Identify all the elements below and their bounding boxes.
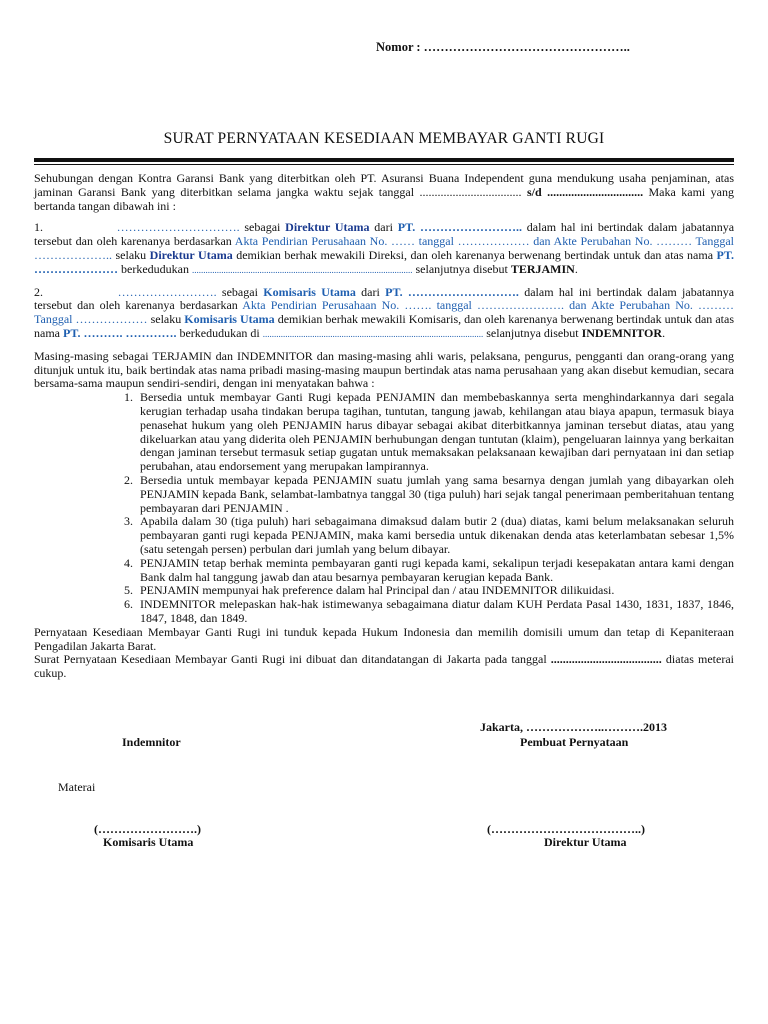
party-1-selaku: selaku — [112, 247, 150, 262]
party-1-number: 1. — [34, 220, 43, 235]
party-2-end: . — [662, 325, 666, 340]
closing-paragraph-2 — [34, 653, 734, 681]
party-1-name-dots: …………………………. — [116, 220, 240, 235]
right-signer-title: Pembuat Pernyataan — [520, 735, 629, 749]
document-title: SURAT PERNYATAAN KESEDIAAN MEMBAYAR GANTI RUGI — [163, 130, 605, 147]
party-2-paragraph — [34, 286, 734, 342]
statement-intro: Masing-masing sebagai TERJAMIN dan INDEMNITOR dan masing-masing ahli waris, pelaksana, pengurus, pengganti dan orang-orang yang ditunjuk untuk itu, baik bertindak atas nama pribadi masing-masing maupun bertindak atas nama perusahaan yang akan disebut kemudian, secara bersama-sama maupun sendiri-sendiri, dengan ini menyatakan bahwa : — [34, 348, 734, 391]
intro-tail: Maka kami yang bertanda tangan dibawah ini : — [34, 184, 735, 213]
document-body — [34, 172, 734, 681]
party-2-text1: dalam hal ini bertindak dalam jabatannya tersebut dan oleh karenanya berdasarkan — [34, 284, 735, 313]
party-1-sebagai: sebagai — [239, 220, 286, 235]
party-2-berkedudukan: berkedudukan di — [176, 325, 263, 340]
party-1-role2: Direktur Utama — [149, 247, 233, 262]
party-2-number: 2. — [34, 284, 43, 299]
clause-item: 3. Apabila dalam 30 (tiga puluh) hari sebagaimana dimaksud dalam butir 2 (dua) diatas, kami belum melaksanakan seluruh pembayaran ganti rugi kepada PENJAMIN, maka kami bersedia untuk dikenakan denda atas keterlambatan sebesar 1,5% (satu setengah persen) perbulan dari jumlah yang belum dibayar. — [136, 515, 734, 556]
party-2-text2: demikian berhak mewakili Komisaris, dan oleh karenanya berwenang bertindak untuk dan atas nama — [34, 312, 735, 340]
party-1-berkedudukan: berkedudukan — [118, 261, 192, 276]
document-number: Nomor : ………………………………………….. — [376, 40, 630, 54]
clause-item: 1. Bersedia untuk membayar Ganti Rugi kepada PENJAMIN dan membebaskannya serta menghindarkannya dari segala kerugian terhadap usaha tindakan berupa tagihan, tuntutan, tangung jawab, kehilangan atau biaya apapun, termasuk biaya penasehat hukum yang oleh PENJAMIN harus dibayar sebagai akibat diterbitkannya jaminan tersebut diatas, atau yang dikeluarkan atau yang diderita oleh PENJAMIN berhubungan dengan tuntutan (klaim), pengeluaran lainnya yang berkaitan dengan jaminan tersebut termasuk setiap gugatan untuk memaksakan pelaksanaan kewajiban dari pernyataan ini dan setiap perubahan, atau endorsement yang merupakan lampirannya. — [136, 391, 734, 474]
party-1-end: . — [574, 261, 578, 276]
party-1-company2: PT. ………………… — [34, 247, 734, 276]
party-1-dari: dari — [369, 220, 398, 235]
party-1-address-dots: .................................................................................................. — [191, 264, 413, 275]
left-signer-name: (…………………….) — [94, 822, 201, 836]
closing-2-dots: ..................................... — [550, 652, 662, 667]
party-2-alias: INDEMNITOR — [581, 325, 663, 340]
right-signer-name: (………………………………..) — [487, 822, 645, 836]
party-1-text1: dalam hal ini bertindak dalam jabatannya tersebut dan oleh karenanya berdasarkan — [34, 220, 735, 249]
materai-label: Materai — [58, 780, 96, 794]
party-2-sebagai: sebagai — [216, 284, 264, 299]
left-signer-title: Indemnitor — [122, 735, 181, 749]
party-2-name-dots: ……………………. — [117, 284, 217, 299]
clause-item: 6. INDEMNITOR melepaskan hak-hak istimewanya sebagaimana diatur dalam KUH Perdata Pasal 1430, 1831, 1837, 1846, 1847, 1848, dan 1849. — [136, 598, 734, 626]
intro-sd: s/d — [526, 184, 542, 199]
party-2-selanjutnya: selanjutnya disebut — [483, 325, 582, 340]
party-2-dari: dari — [355, 284, 386, 299]
clause-list — [34, 391, 734, 626]
intro-paragraph — [34, 172, 734, 213]
party-2-address-dots: .................................................................................................. — [262, 328, 484, 339]
title-rule-thick — [34, 158, 734, 162]
party-2-selaku: selaku — [147, 312, 185, 327]
clause-item: 2. Bersedia untuk membayar kepada PENJAMIN suatu jumlah yang sama besarnya dengan jumlah yang dibayarkan oleh PENJAMIN kepada Bank, selambat-lambatnya tanggal 30 (tiga puluh) hari sejak tangal penerimaan pemberitahuan tentang pembayaran dari PENJAMIN . — [136, 474, 734, 515]
party-1-alias: TERJAMIN — [510, 261, 575, 276]
party-2-role: Komisaris Utama — [263, 284, 356, 299]
clause-item: 4. PENJAMIN tetap berhak meminta pembayaran ganti rugi kepada kami, sekalipun terjadi kesepakatan antara kami dengan Bank dalm hal tanggung jawab dan atau besarnya pembayaran kerugian kepada Bank. — [136, 557, 734, 585]
clause-item: 5. PENJAMIN mempunyai hak preference dalam hal Principal dan / atau INDEMNITOR dilikuidasi. — [136, 584, 734, 598]
party-2-akta: Akta Pendirian Perusahaan No. ……. tanggal …………………. dan Akte Perubahan No. ……… Tanggal ……………… — [34, 298, 734, 327]
closing-2-text: Surat Pernyataan Kesediaan Membayar Ganti Rugi ini dibuat dan ditandatangan di Jakarta pada tanggal — [34, 652, 551, 667]
party-1-akta: Akta Pendirian Perusahaan No. …… tanggal ……………… dan Akte Perubahan No. ……… Tanggal ……………….. — [34, 234, 735, 262]
party-1-selanjutnya: selanjutnya disebut — [412, 261, 511, 276]
party-1-paragraph — [34, 221, 734, 277]
right-signer-role: Direktur Utama — [544, 835, 627, 849]
closing-2-tail: diatas meterai cukup. — [34, 652, 734, 681]
party-2-company2: PT. ………. …………. — [63, 325, 177, 340]
party-2-company: PT. ………………………. — [385, 284, 519, 299]
title-rule-thin — [34, 164, 734, 165]
party-1-text2: demikian berhak mewakili Direksi, dan oleh karenanya berwenang bertindak untuk dan atas nama — [232, 247, 717, 262]
intro-text: Sehubungan dengan Kontra Garansi Bank yang diterbitkan oleh PT. Asuransi Buana Independent guna mendukung usaha penjaminan, atas jaminan Garansi Bank yang diterbitkan selama jangka waktu sejak tanggal .................................. — [34, 171, 734, 199]
party-1-company: PT. …………………….. — [397, 220, 523, 235]
place-date: Jakarta, ………………..……….2013 — [480, 720, 667, 734]
closing-paragraph-1: Pernyataan Kesediaan Membayar Ganti Rugi ini tunduk kepada Hukum Indonesia dan memilih domisili umum dan tetap di Kepaniteraan Pengadilan Jakarta Barat. — [34, 624, 734, 653]
left-signer-role: Komisaris Utama — [103, 835, 194, 849]
party-2-role2: Komisaris Utama — [184, 312, 275, 327]
party-1-role: Direktur Utama — [285, 220, 370, 235]
intro-dots: ................................ — [547, 184, 644, 199]
